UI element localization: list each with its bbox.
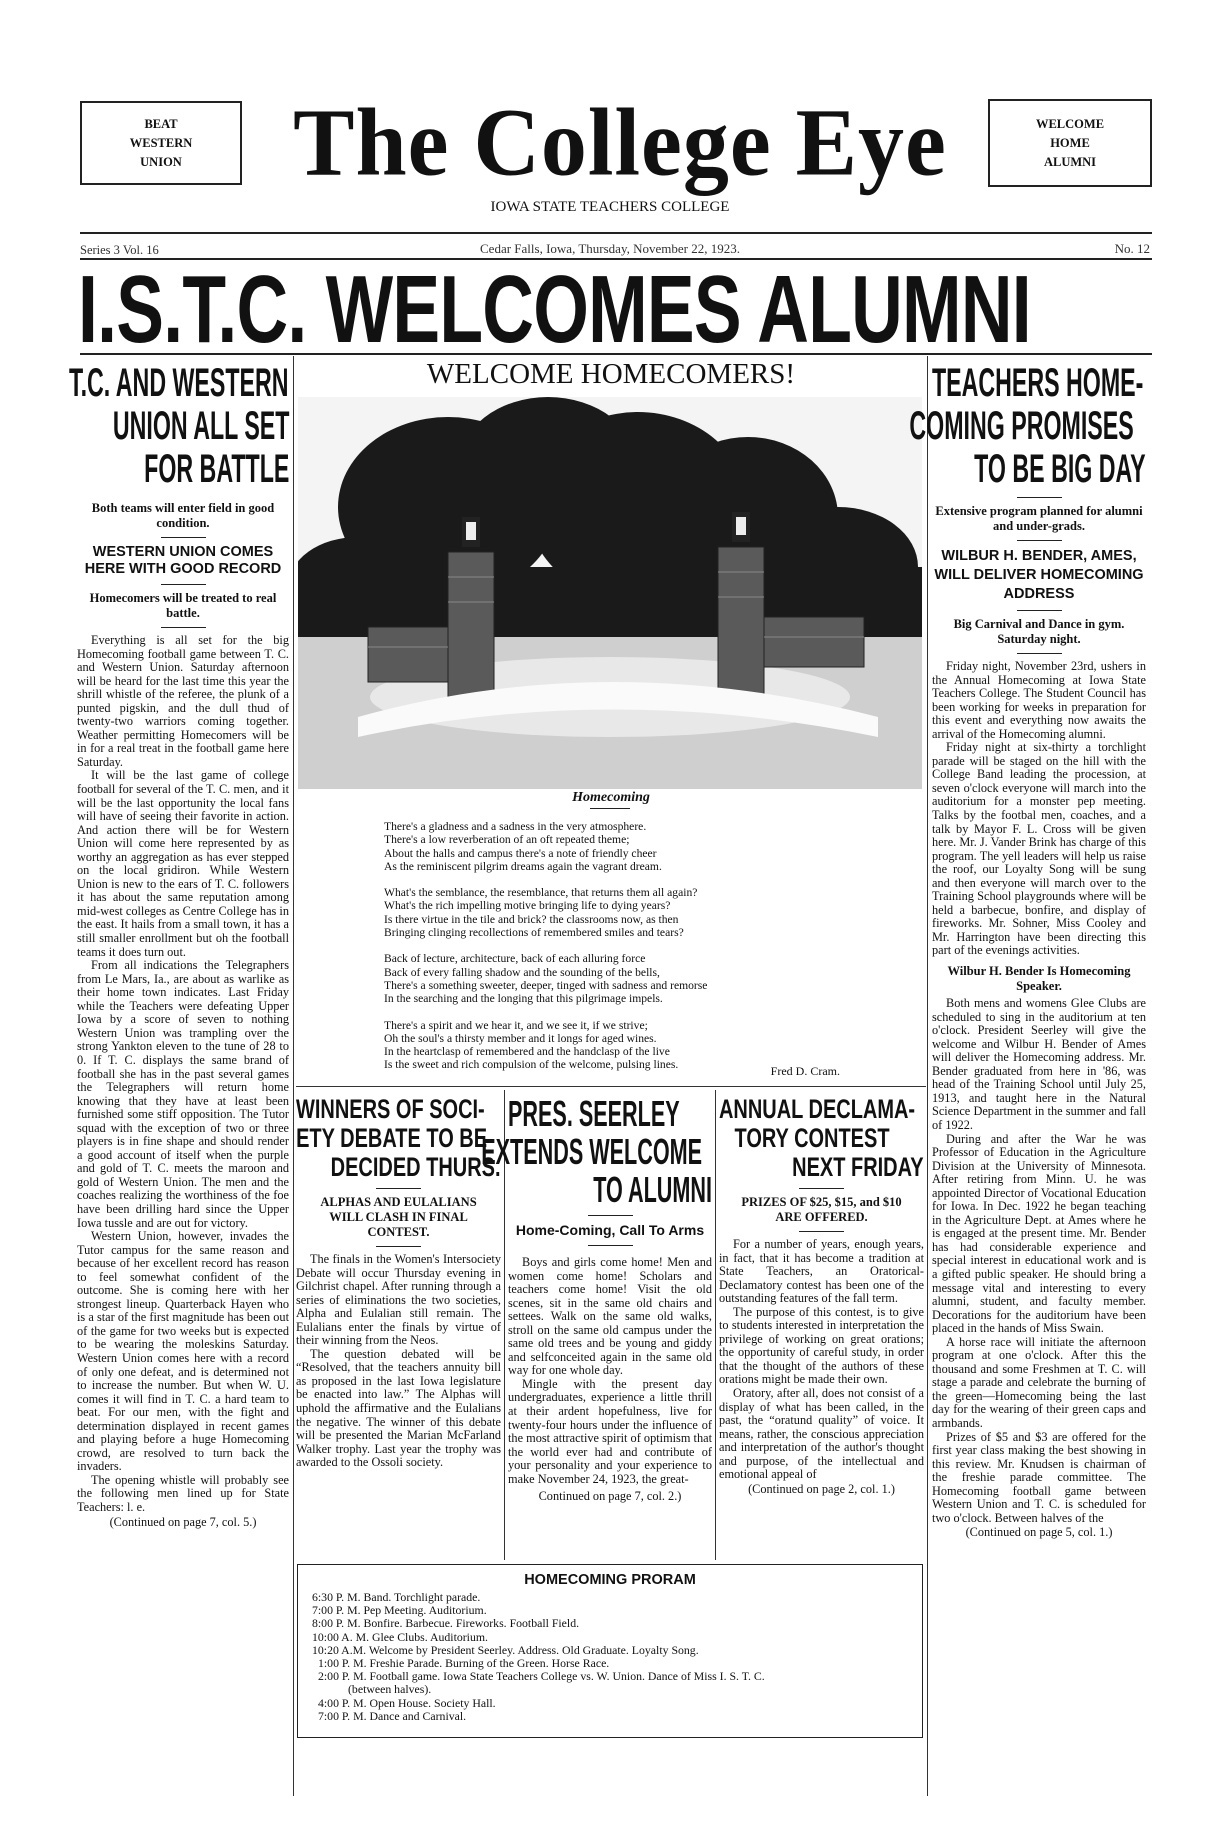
poem — [384, 820, 707, 1072]
paragraph: During and after the War he was Professor of Education in the Agriculture Division at the University of Minnesota. After retiring from Minn. U. he was appointed Director of Vocational Education for Iowa. In Dec. 1922 he began teaching in the Agriculture Dept. at Ames where he is engaged at the present time. Mr. Bender has had considerable experience and special interest in educational work and is a gifted public speaker. He should bring a message vital and interesting to every alumni, student, and faculty member. Decorations for the auditorium have been placed in the hands of Miss Swain. — [932, 1131, 1146, 1336]
poem-line: Back of lecture, architecture, back of each alluring force — [384, 952, 646, 966]
divider — [296, 1086, 926, 1087]
stanza — [384, 1019, 707, 1072]
masthead-subtitle: IOWA STATE TEACHERS COLLEGE — [490, 199, 730, 215]
poem-line: About the halls and campus there's a note of friendly cheer — [384, 846, 657, 860]
paragraph: Friday night, November 23rd, ushers in the Annual Homecoming at Iowa State Teachers College. The Student Council has been working for weeks in preparation for this event and everything now awaits the arrival of the Homecoming alumni. — [932, 659, 1146, 741]
poem-line: What's the semblance, the resemblance, that returns them all again? — [384, 886, 698, 900]
debate-article — [296, 1095, 501, 1470]
column-rule — [715, 1090, 716, 1560]
paragraph: For a number of years, enough years, in fact, that it has become a tradition at State Teachers, an Oratorical-Declamatory contest has been one of the outstanding features of the fall term. — [719, 1237, 924, 1306]
paragraph: The opening whistle will probably see the following men lined up for State Teachers: l. e. — [77, 1472, 289, 1514]
series-volume: Series 3 Vol. 16 — [80, 243, 159, 257]
poem-line: What's the rich impelling motive bringing life to dying years? — [384, 899, 671, 913]
program-item: 2:00 P. M. Football game. Iowa State Teachers College vs. W. Union. Dance of Miss I. S. T. C. — [318, 1669, 765, 1684]
dash-rule — [376, 1188, 421, 1189]
poem-line: Is the sweet and rich compulsion of the welcome, pulsing lines. — [384, 1058, 679, 1072]
article-body — [77, 634, 289, 1529]
continued-note: (Continued on page 5, col. 1.) — [965, 1525, 1113, 1540]
program-item: 10:00 A. M. Glee Clubs. Auditorium. — [312, 1629, 488, 1644]
headline-line: TO BE BIG DAY — [974, 447, 1146, 491]
ear-line: WESTERN — [129, 135, 193, 150]
deck: Big Carnival and Dance in gym. Saturday night. — [953, 617, 1125, 646]
deck: WESTERN UNION COMES HERE WITH GOOD RECORD — [84, 544, 282, 577]
headline-line: TORY CONTEST — [734, 1123, 890, 1153]
center-banner: WELCOME HOMECOMERS! — [426, 358, 796, 390]
headline-line: TO ALUMNI — [593, 1169, 712, 1210]
column-rule — [927, 356, 928, 1796]
masthead-title: The College Eye — [293, 88, 947, 196]
stanza — [384, 820, 707, 873]
deck: WILBUR H. BENDER, AMES, WILL DELIVER HOMECOMING ADDRESS — [934, 548, 1144, 602]
headline-line: PRES. SEERLEY — [508, 1093, 680, 1134]
dash-rule — [161, 537, 206, 538]
poem-line: There's a spirit and we hear it, and we see it, if we strive; — [384, 1018, 648, 1032]
program-title: HOMECOMING PRORAM — [524, 1572, 696, 1588]
deck: Both teams will enter field in good condition. — [91, 501, 275, 530]
dash-rule — [588, 1245, 633, 1246]
headline-line: ETY DEBATE TO BE — [296, 1123, 487, 1153]
headline-line: FOR BATTLE — [143, 447, 289, 491]
divider — [80, 353, 1152, 355]
continued-note: Continued on page 7, col. 2.) — [538, 1489, 682, 1504]
dash-rule — [1017, 653, 1062, 654]
article-body — [296, 1253, 501, 1470]
deck: Home-Coming, Call To Arms — [515, 1222, 705, 1238]
paragraph: Western Union, however, invades the Tutor campus for the same reason and because of her excellent record has reason to feel somewhat confident of the outcome. She is coming here with her strongest lineup. Quarterback Hayen who is a star of the first magnitude has been out of the game for two weeks but is expected to be wearing the moleskins Saturday. Western Union comes here with a record of only one defeat, and is determined not to increase the number. But when W. U. comes it will find in T. C. a hard team to beat. For our men, with the fight and determination displayed in recent games and playing before a huge Homecoming crowd, are resolved to turn back the invaders. — [77, 1229, 289, 1474]
poem-line: Bringing clinging recollections of remembered smiles and tears? — [384, 926, 684, 940]
poem-title: Homecoming — [572, 790, 650, 805]
paragraph: Friday night at six-thirty a torchlight parade will be staged on the hill with the College Band leading the procession, at seven o'clock everyone will march into the auditorium for a monster pep meeting. Talks by the footbal men, coaches, and a talk by Mayor F. L. Cross will be given here. Mr. J. Vander Brink has charge of this program. The yell leaders will help us raise the roof, our Loyalty Song will be sung and then everyone will march over to the Training School playgrounds where will be held a barbecue, bonfire, and display of fireworks. Mr. Sohner, Miss Cooley and Mr. Harrington have been directing this part of the evenings activities. — [932, 740, 1146, 958]
poem-line: In the heartclasp of remembered and the handclasp of the live — [384, 1045, 670, 1059]
poem-line: As the reminiscent pilgrim dreams again the vagrant dream. — [384, 859, 662, 873]
poem-line: Oh the soul's a thirsty member and it longs for aged wines. — [384, 1031, 657, 1045]
main-headline: I.S.T.C. WELCOMES ALUMNI — [78, 256, 1031, 363]
paragraph: Oratory, after all, does not consist of a display of what has been called, in the past, the “oratund quality” of voice. It means, rather, the conscious appreciation and interpretation of the author's thought and purpose, of the intellectual and emotional appeal of — [719, 1386, 924, 1482]
ear-line: UNION — [140, 154, 182, 169]
dash-rule — [588, 1215, 633, 1216]
headline-line: DECIDED THURS. — [331, 1152, 501, 1182]
headline-line: TEACHERS HOME- — [932, 361, 1144, 405]
ear-right — [988, 99, 1152, 187]
continued-note: (Continued on page 2, col. 1.) — [748, 1481, 895, 1496]
poem-line: Is there virtue in the tile and brick? the classrooms now, as then — [384, 912, 679, 926]
homecoming-photo — [298, 397, 922, 789]
dash-rule — [1017, 610, 1062, 611]
declamatory-article — [719, 1095, 924, 1496]
column-rule — [293, 356, 294, 1796]
ear-line: HOME — [1050, 135, 1090, 150]
ear-line: WELCOME — [1035, 116, 1105, 131]
seerley-article — [481, 1093, 712, 1504]
article-body — [932, 660, 1146, 1539]
homecoming-program-box — [297, 1564, 923, 1738]
program-item: 6:30 P. M. Band. Torchlight parade. — [312, 1590, 481, 1604]
campus-gate-photo — [298, 397, 922, 789]
paragraph: The question debated will be “Resolved, that the teachers annuity bill as proposed in the last Iowa legislature be enacted into law.” The Alphas will uphold the affirmative and the Eulalians the negative. The winner of this debate will be presented the Marian McFarland Walker trophy. Last year the trophy was awarded to the Ossoli society. — [296, 1346, 501, 1470]
dash-rule — [1017, 540, 1062, 541]
deck: PRIZES OF $25, $15, and $10 ARE OFFERED. — [741, 1195, 902, 1224]
dash-rule — [799, 1231, 844, 1232]
headline-line: UNION ALL SET — [112, 404, 289, 448]
program-item: 8:00 P. M. Bonfire. Barbecue. Fireworks. Football Field. — [312, 1616, 580, 1631]
divider — [80, 232, 1152, 234]
paragraph: A horse race will initiate the afternoon program at one o'clock. After this the thousand and some Freshmen at T. C. will stage a parade and celebrate the burning of the green—Homecoming being the last day for the wearing of their green caps and armbands. — [932, 1334, 1146, 1430]
deck: Homecomers will be treated to real battle. — [89, 591, 277, 620]
paragraph: Everything is all set for the big Homecoming football game between T. C. and Western Union. Saturday afternoon will be heard for the last time this year the shrill whistle of the referee, the plunk of a punted pigskin, and the dull thud of twenty-two warriors coming together. Weather permitting Homecomers will be in for a real treat in the football game here Saturday. — [77, 633, 289, 769]
headline-line: NEXT FRIDAY — [792, 1152, 924, 1182]
paragraph: The finals in the Women's Intersociety Debate will occur Thursday evening in Gilchrist chapel. After running through a series of eliminations the two societies, Alpha and Eulalian still remain. The Eulalians enter the finals by virtue of their winning from the Neos. — [296, 1252, 501, 1348]
poem-line: Back of every falling shadow and the sounding of the bells, — [384, 965, 660, 979]
poem-line: There's a something sweeter, deeper, tinged with sadness and remorse — [384, 978, 708, 992]
program-item: 1:00 P. M. Freshie Parade. Burning of the Green. Horse Race. — [318, 1656, 610, 1671]
program-item: 7:00 P. M. Dance and Carnival. — [318, 1708, 467, 1723]
program-item: (between halves). — [348, 1682, 432, 1697]
issue-number: No. 12 — [1114, 241, 1150, 256]
poem-line: In the searching and the longing that this pilgrimage impels. — [384, 992, 663, 1006]
right-article — [909, 361, 1146, 1540]
dash-rule — [161, 627, 206, 628]
ear-line: BEAT — [144, 116, 178, 131]
program-item: 10:20 A.M. Welcome by President Seerley. Address. Old Graduate. Loyalty Song. — [312, 1642, 699, 1657]
stanza — [384, 952, 707, 1005]
left-article — [69, 361, 289, 1529]
dash-rule — [590, 808, 630, 809]
ear-left — [80, 101, 242, 185]
article-body — [508, 1256, 712, 1503]
continued-note: (Continued on page 7, col. 5.) — [109, 1514, 257, 1529]
headline-line: EXTENDS WELCOME — [481, 1131, 702, 1172]
program-list — [298, 1591, 922, 1723]
place-date: Cedar Falls, Iowa, Thursday, November 22, 1923. — [480, 241, 740, 256]
headline-line: WINNERS OF SOCI- — [296, 1094, 485, 1124]
dash-rule — [161, 584, 206, 585]
program-item: 7:00 P. M. Pep Meeting. Auditorium. — [312, 1603, 487, 1618]
dash-rule — [799, 1188, 844, 1189]
headline-line: COMING PROMISES — [909, 404, 1134, 448]
poem-line: There's a gladness and a sadness in the very atmosphere. — [384, 820, 647, 833]
ear-line: ALUMNI — [1043, 154, 1097, 169]
subhead: Wilbur H. Bender Is Homecoming Speaker. — [947, 964, 1131, 994]
paragraph: Mingle with the present day undergraduates, experience a little thrill at their ardent hopefulness, live for twenty-four hours under the influence of the most attractive spirit of optimism that the world ever had and contribute of your personality and your experience to make November 24, 1923, the great- — [508, 1376, 712, 1486]
headline-line: ANNUAL DECLAMA- — [719, 1094, 916, 1124]
program-item: 4:00 P. M. Open House. Society Hall. — [318, 1695, 496, 1710]
article-body — [719, 1238, 924, 1496]
stanza — [384, 886, 707, 939]
paragraph: The purpose of this contest, is to give to students interested in interpretation the privilege of working on great orations; the opportunity of careful study, in order that the thought of the authors of these orations might be made their own. — [719, 1304, 924, 1387]
poem-line: There's a low reverberation of an oft repeated theme; — [384, 833, 630, 847]
dash-rule — [376, 1246, 421, 1247]
deck: ALPHAS AND EULALIANS WILL CLASH IN FINAL CONTEST. — [320, 1195, 477, 1239]
headline-line: T.C. AND WESTERN — [69, 361, 289, 405]
paragraph: It will be the last game of college football for several of the T. C. men, and it will be the last opportunity the local fans will have of seeing their favorite in action. And action there will be for Western Union will come here represented by as worthy an aggregation as has ever stepped on the local gridiron. While Western Union is new to the ears of T. C. followers it has about the same reputation among mid-west colleges as Centre College has in the east. It hails from a small town, it has a still smaller enrollment but oh the football teams it does turn out. — [77, 768, 289, 959]
deck: Extensive program planned for alumni and under-grads. — [935, 504, 1143, 533]
paragraph: Both mens and womens Glee Clubs are scheduled to sing in the auditorium at ten o'clock. President Seerley will give the welcome and Wilbur H. Bender of Ames will deliver the Homecoming address. Mr. Bender graduated from here in '86, was head of the Training School until July 25, 1913, and taught here in the Natural Science Department in the summer and fall of 1922. — [932, 996, 1146, 1132]
paragraph: Boys and girls come home! Men and women come home! Scholars and teachers come home! Visit the old scenes, sit in the same old chairs and settees. Walk on the same old walks, stroll on the same old campus under the same old trees and be young and giddy and selfconceited again in the same old way for one whole day. — [508, 1255, 712, 1378]
poem-author: Fred D. Cram. — [770, 1064, 840, 1078]
paragraph: From all indications the Telegraphers from Le Mars, Ia., are about as warlike as their home town indicates. Last Friday while the Teachers were defeating Upper Iowa by a score of seven to nothing Western Union was trampling over the strong Yankton eleven to the tune of 28 to 0. If T. C. displays the same brand of football she has in the past several games the Telegraphers will return home knowing that they have at least been furnished some stiff opposition. The Tutor squad with the exception of two or three players is in fine shape and should render a good account of itself when the purple and gold of T. C. meets the maroon and gold of Western Union. The men and the coaches realizing the worthiness of the foe have been drilling hard since the Upper Iowa tussle and are out for victory. — [77, 958, 289, 1230]
paragraph: Prizes of $5 and $3 are offered for the first year class making the best showing in this review. Mr. Knudsen is chairman of the freshie parade committee. The Homecoming football game between Western Union and T. C. is scheduled for two o'clock. Between halves of the — [932, 1429, 1146, 1525]
dash-rule — [1017, 497, 1062, 498]
